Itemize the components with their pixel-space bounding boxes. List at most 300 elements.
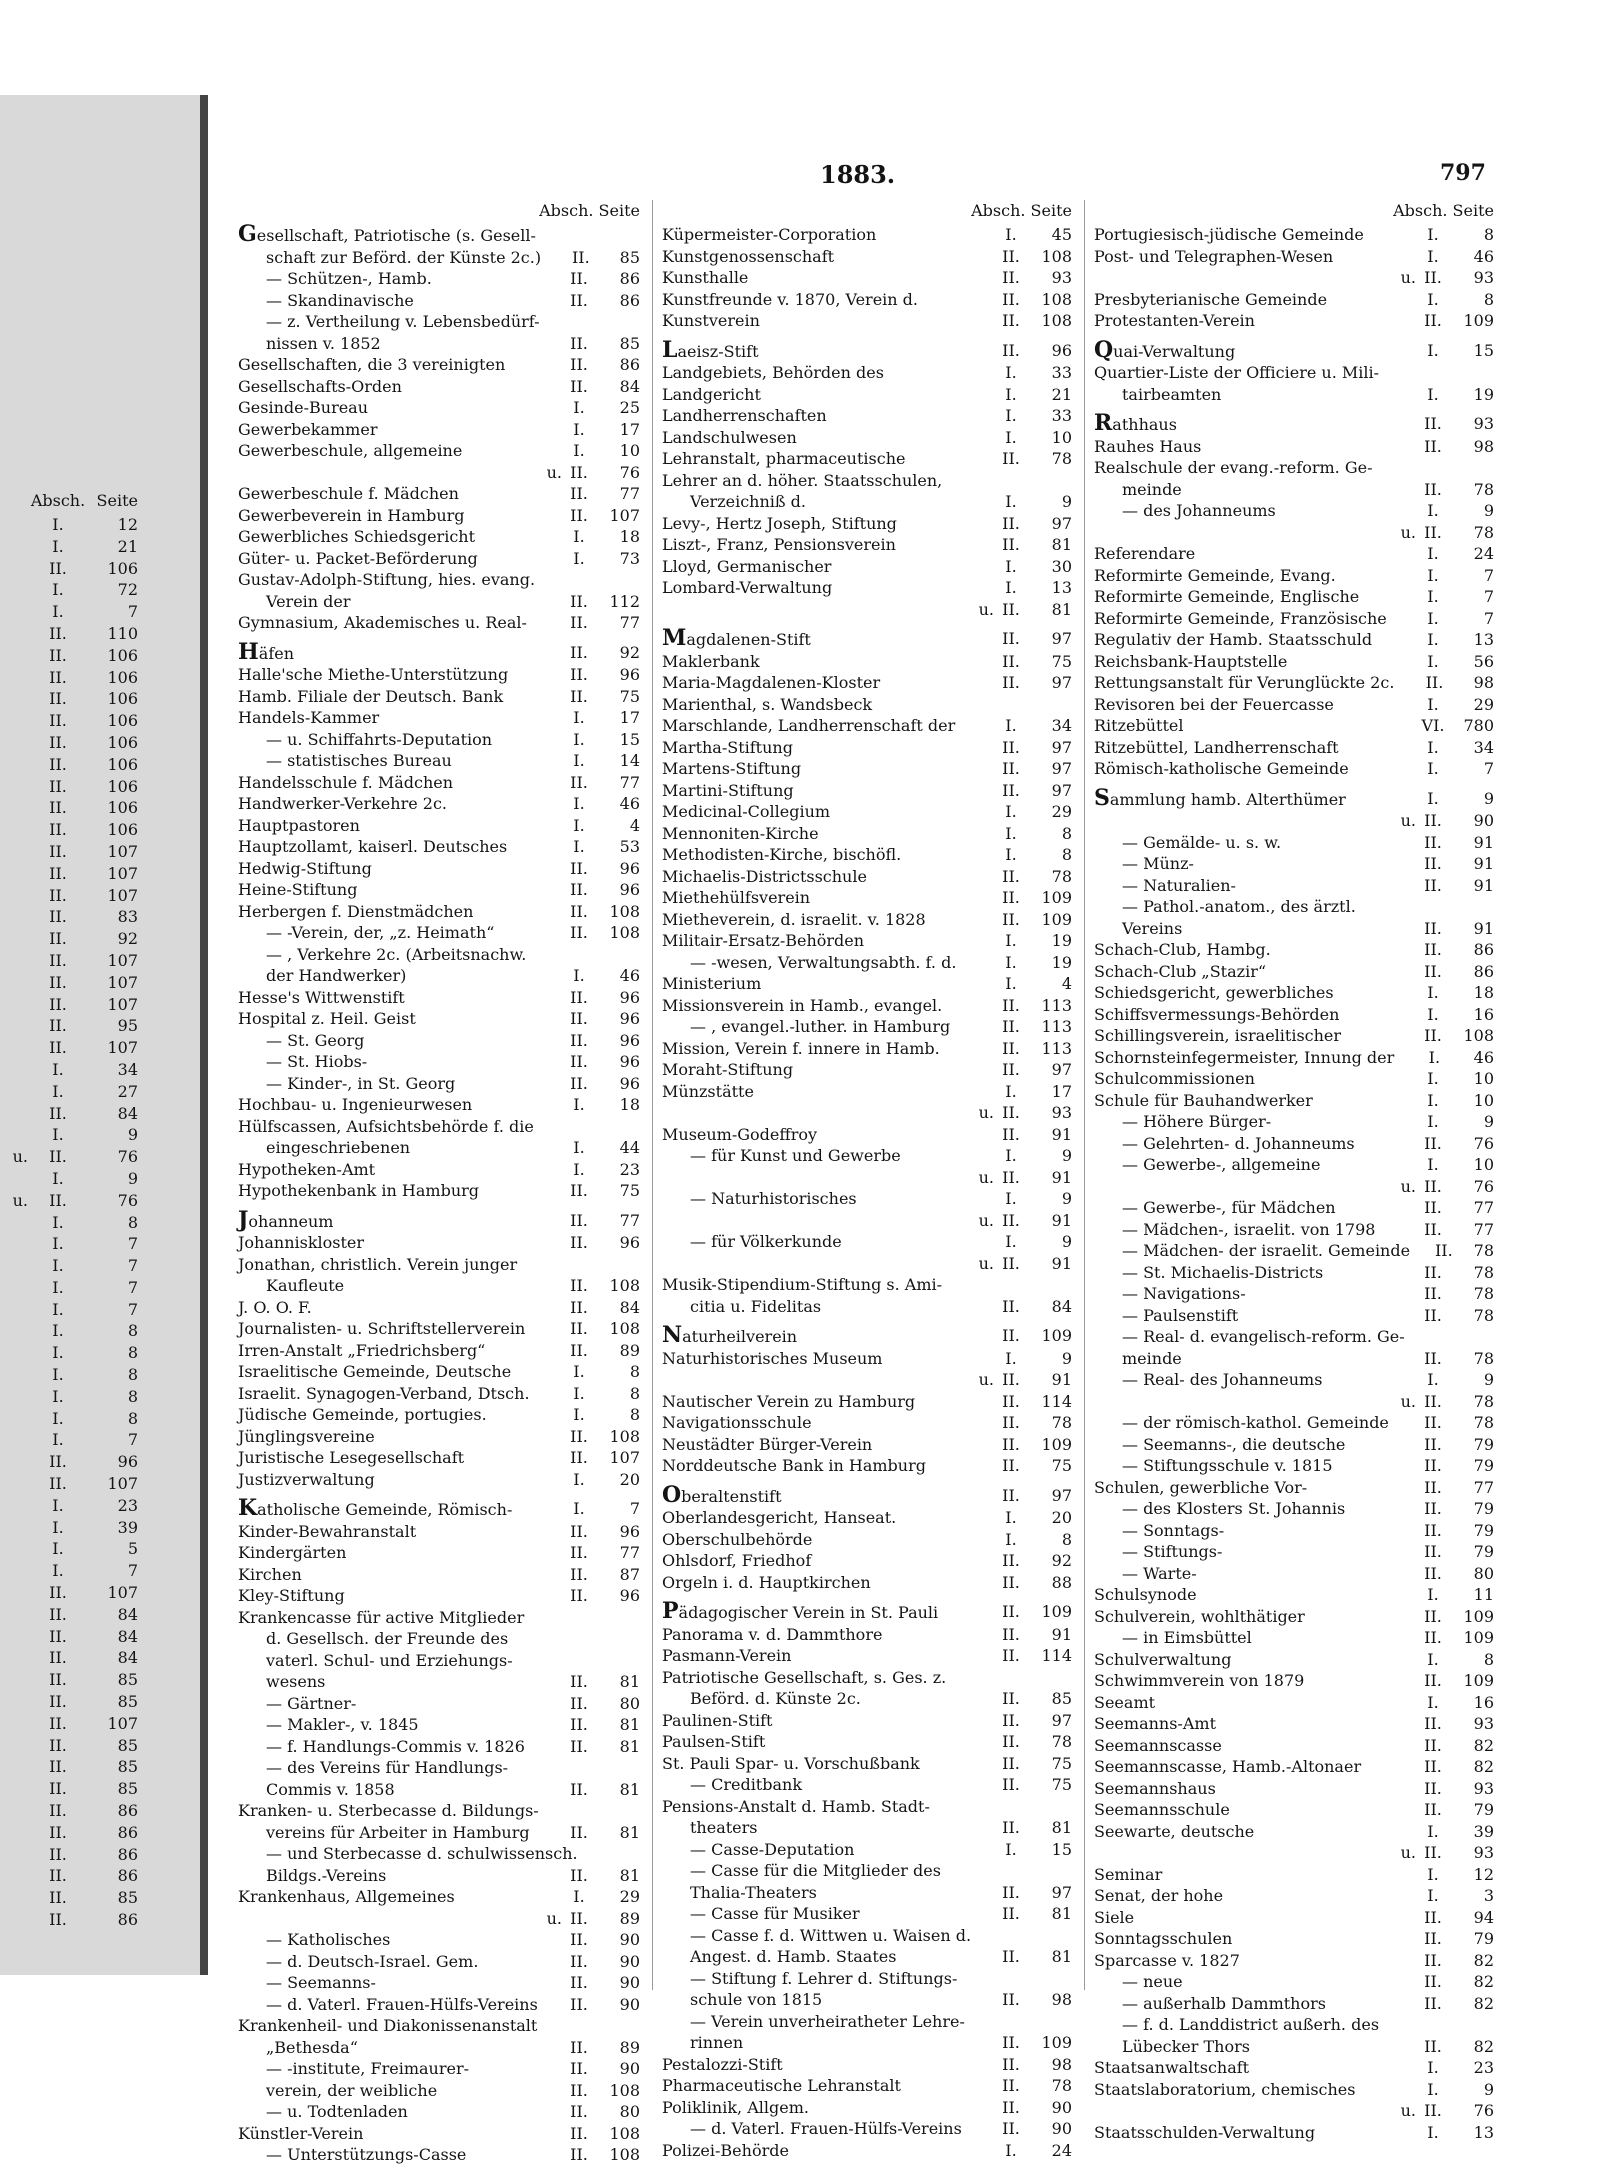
facing-page-entry — [0, 1124, 180, 1146]
entry-page: 9 — [1483, 501, 1494, 520]
entry-section: I. — [1427, 1649, 1439, 1669]
facing-page-entry — [0, 1037, 180, 1059]
entry-section: II. — [570, 858, 588, 878]
entry-name: — Sonntags- — [1122, 1520, 1225, 1540]
entry-continuation — [0, 1364, 28, 1386]
index-entry — [1094, 1649, 1494, 1671]
index-entry — [1094, 982, 1494, 1004]
entry-page: 76 — [117, 1147, 138, 1167]
index-entry — [238, 2037, 640, 2059]
entry-page: 108 — [609, 1276, 640, 1295]
entry-page: 24 — [1051, 2140, 1072, 2160]
entry-page: 7 — [1483, 565, 1494, 585]
entry-section: II. — [1002, 737, 1020, 757]
entry-name: verein, der weibliche — [266, 2080, 438, 2100]
entry-name: — -institute, Freimaurer- — [266, 2059, 469, 2078]
entry-section: I. — [1005, 1839, 1017, 1859]
entry-section: II. — [1424, 1606, 1442, 1626]
entry-name: Handels-Kammer — [238, 708, 380, 727]
entry-section: II. — [49, 1103, 67, 1123]
entry-section: II. — [570, 2037, 588, 2057]
entry-name: Jünglingsvereine — [238, 1426, 375, 1446]
entry-section: II. — [49, 1910, 67, 1929]
index-entry — [1094, 1455, 1494, 1477]
index-entry — [1094, 1950, 1494, 1972]
entry-page: 29 — [1473, 694, 1494, 714]
entry-name: — Real- d. evangelisch-reform. Ge- — [1122, 1327, 1405, 1346]
index-entry — [1094, 246, 1494, 268]
entry-name: Kindergärten — [238, 1543, 347, 1562]
entry-name: Seemannshaus — [1094, 1778, 1216, 1798]
entry-name: Reformirte Gemeinde, Englische — [1094, 587, 1360, 606]
entry-section: II. — [1424, 436, 1442, 456]
entry-page: 96 — [619, 880, 640, 899]
index-column-3 — [1094, 200, 1494, 2143]
index-entry — [662, 758, 1072, 780]
entry-name: Quartier-Liste der Officiere u. Mili- — [1094, 363, 1380, 382]
index-entry — [1094, 1025, 1494, 1047]
entry-page: 16 — [1473, 1004, 1494, 1024]
index-entry — [238, 2144, 640, 2166]
entry-section: II. — [570, 2123, 588, 2143]
entry-name: — Pathol.-anatom., des ärztl. — [1122, 897, 1356, 916]
entry-page: 108 — [609, 2123, 640, 2143]
facing-page-entry — [0, 1429, 180, 1451]
entry-continuation — [0, 994, 28, 1016]
entry-continuation — [0, 1168, 28, 1190]
entry-section: II. — [570, 290, 588, 310]
entry-section: I. — [1427, 1155, 1439, 1174]
entry-page: 93 — [1473, 414, 1494, 433]
entry-page: 75 — [1051, 1456, 1072, 1475]
index-entry — [1094, 1799, 1494, 1821]
entry-page: 98 — [1473, 436, 1494, 456]
entry-name: — Warte- — [1122, 1563, 1197, 1583]
entry-page: 87 — [619, 1564, 640, 1584]
entry-name: Küpermeister-Corporation — [662, 225, 877, 244]
entry-page: 81 — [1051, 599, 1072, 619]
entry-section: I. — [573, 1887, 585, 1906]
index-entry — [662, 651, 1072, 673]
index-entry — [662, 1688, 1072, 1710]
entry-name: J. O. O. F. — [238, 1297, 312, 1317]
entry-name: Justizverwaltung — [238, 1469, 375, 1489]
entry-name: — Verein unverheiratheter Lehre- — [690, 2011, 965, 2031]
entry-section: I. — [1427, 225, 1439, 244]
entry-continuation: u. — [1400, 268, 1416, 287]
entry-section: II. — [1002, 1753, 1020, 1773]
entry-name: Gewerbliches Schiedsgericht — [238, 527, 476, 546]
entry-page: 97 — [1051, 1060, 1072, 1079]
entry-name: tairbeamten — [1122, 384, 1222, 404]
facing-page-entry — [0, 1865, 180, 1887]
entry-page: 109 — [1041, 1434, 1072, 1454]
entry-page: 18 — [619, 527, 640, 546]
entry-name: Post- und Telegraphen-Wesen — [1094, 246, 1334, 266]
entry-name: Orgeln i. d. Hauptkirchen — [662, 1572, 871, 1592]
entry-page: 7 — [1483, 759, 1494, 778]
index-entry — [238, 1073, 640, 1095]
entry-page: 106 — [107, 820, 138, 840]
entry-name: — der römisch-kathol. Gemeinde — [1122, 1413, 1389, 1432]
entry-continuation — [0, 1103, 28, 1125]
entry-name: Schillingsverein, israelitischer — [1094, 1026, 1342, 1045]
entry-page: 96 — [619, 1233, 640, 1252]
index-entry — [238, 526, 640, 548]
entry-name: — Casse-Deputation — [690, 1839, 855, 1859]
entry-section: II. — [570, 1426, 588, 1446]
facing-page-entry — [0, 1887, 180, 1909]
entry-page: 108 — [1041, 289, 1072, 309]
entry-continuation — [0, 1342, 28, 1364]
index-entry — [238, 569, 640, 591]
entry-page: 82 — [1473, 1972, 1494, 1991]
entry-section: II. — [1424, 268, 1442, 287]
entry-page: 4 — [1061, 974, 1072, 993]
entry-section: II. — [1424, 1800, 1442, 1819]
index-entry — [1094, 1090, 1494, 1112]
entry-name: Landherrenschaften — [662, 406, 827, 425]
index-entry — [238, 1671, 640, 1693]
index-entry — [662, 1253, 1072, 1275]
facing-page-entry — [0, 1844, 180, 1866]
index-entry — [1094, 1219, 1494, 1241]
entry-page: 107 — [107, 885, 138, 905]
entry-page: 82 — [1473, 1735, 1494, 1755]
index-entry — [1094, 336, 1494, 363]
entry-page: 84 — [117, 1604, 138, 1624]
entry-name: Maklerbank — [662, 651, 760, 671]
entry-section: I. — [1427, 1692, 1439, 1712]
entry-name: Hochbau- u. Ingenieurwesen — [238, 1095, 473, 1114]
entry-page: 114 — [1041, 1391, 1072, 1411]
facing-page-entry — [0, 1560, 180, 1582]
entry-section: II. — [1002, 1103, 1020, 1122]
entry-page: 34 — [1051, 716, 1072, 735]
entry-section: II. — [49, 1670, 67, 1690]
entry-section: I. — [52, 536, 64, 556]
entry-name: Miethehülfsverein — [662, 888, 811, 907]
entry-section: II. — [1424, 1907, 1442, 1927]
facing-page-entry — [0, 1495, 180, 1517]
entry-section: II. — [570, 1297, 588, 1317]
facing-page-entry — [0, 1713, 180, 1735]
entry-name: — Gewerbe-, für Mädchen — [1122, 1198, 1336, 1217]
entry-name: meinde — [1122, 479, 1182, 499]
index-entry — [662, 246, 1072, 268]
index-entry — [1094, 1778, 1494, 1800]
entry-section: II. — [1424, 1176, 1442, 1196]
entry-name: Kley-Stiftung — [238, 1586, 345, 1605]
entry-section: I. — [1427, 694, 1439, 714]
entry-name: Sammlung hamb. Alterthümer — [1094, 784, 1346, 811]
entry-page: 106 — [107, 754, 138, 774]
index-entry — [1094, 1993, 1494, 2015]
entry-page: 95 — [117, 1016, 138, 1036]
entry-page: 107 — [107, 972, 138, 992]
entry-page: 96 — [619, 665, 640, 684]
entry-page: 8 — [127, 1386, 138, 1406]
entry-section: II. — [570, 1009, 588, 1028]
entry-name: — d. Vaterl. Frauen-Hülfs-Vereins — [690, 2119, 962, 2138]
entry-name: Regulativ der Hamb. Staatsschuld — [1094, 630, 1373, 649]
entry-name: — für Völkerkunde — [690, 1232, 842, 1251]
entry-name: Missionsverein in Hamb., evangel. — [662, 995, 943, 1015]
index-entry — [662, 1968, 1072, 1990]
entry-page: 108 — [1041, 311, 1072, 330]
abschnitt-header: Absch. — [30, 491, 86, 510]
entry-page: 8 — [629, 1383, 640, 1403]
entry-name: Marschlande, Landherrenschaft der — [662, 716, 956, 735]
entry-section: I. — [1427, 587, 1439, 606]
entry-name: Johanneum — [238, 1206, 334, 1233]
entry-page: 14 — [619, 751, 640, 770]
index-entry — [1094, 1670, 1494, 1692]
index-entry — [238, 1094, 640, 1116]
entry-name: — , Verkehre 2c. (Arbeitsnachw. — [266, 944, 527, 964]
entry-section: II. — [1002, 1017, 1020, 1036]
entry-continuation: u. — [1400, 522, 1416, 542]
entry-page: 10 — [1473, 1069, 1494, 1088]
entry-name: Rathhaus — [1094, 410, 1177, 436]
entry-section: II. — [1002, 1370, 1020, 1389]
entry-section: II. — [570, 642, 588, 662]
entry-page: 109 — [1463, 1606, 1494, 1626]
entry-name: Navigationsschule — [662, 1413, 812, 1432]
entry-name: Israelit. Synagogen-Verband, Dtsch. — [238, 1383, 530, 1403]
entry-name: Naturheilverein — [662, 1322, 798, 1348]
entry-page: 76 — [1473, 2101, 1494, 2120]
entry-continuation: u. — [1400, 811, 1416, 830]
entry-page: 85 — [117, 1670, 138, 1690]
entry-name: — St. Georg — [266, 1030, 365, 1050]
entry-page: 86 — [619, 290, 640, 310]
index-entry — [662, 930, 1072, 952]
entry-page: 80 — [1473, 1563, 1494, 1583]
index-entry — [1094, 608, 1494, 630]
entry-section: I. — [52, 1495, 64, 1515]
entry-page: 84 — [1051, 1296, 1072, 1316]
entry-name: — Creditbank — [690, 1775, 803, 1794]
entry-page: 8 — [1483, 225, 1494, 244]
entry-name: Kunstverein — [662, 311, 760, 330]
entry-section: I. — [573, 1095, 585, 1114]
entry-name: citia u. Fidelitas — [690, 1296, 822, 1316]
facing-page-col-header — [0, 490, 180, 514]
entry-section: I. — [1427, 1370, 1439, 1389]
entry-section: II. — [1002, 1689, 1020, 1708]
index-entry — [1094, 1391, 1494, 1413]
entry-continuation: u. — [546, 462, 562, 482]
entry-section: I. — [1427, 544, 1439, 563]
entry-page: 109 — [1463, 311, 1494, 330]
index-entry — [662, 1507, 1072, 1529]
entry-name: Lehranstalt, pharmaceutische — [662, 449, 906, 468]
entry-page: 106 — [107, 732, 138, 752]
entry-name: Johanniskloster — [238, 1233, 365, 1252]
entry-section: II. — [1424, 875, 1442, 895]
entry-section: I. — [52, 602, 64, 622]
entry-continuation — [0, 972, 28, 994]
entry-name: Reichsbank-Hauptstelle — [1094, 651, 1288, 671]
entry-page: 17 — [619, 419, 640, 439]
entry-section: I. — [1427, 608, 1439, 628]
entry-page: 90 — [619, 1951, 640, 1971]
index-entry — [1094, 1412, 1494, 1434]
entry-name: vaterl. Schul- und Erziehungs- — [266, 1650, 513, 1670]
entry-name: — Gärtner- — [266, 1693, 357, 1713]
entry-page: 53 — [619, 837, 640, 856]
index-entry — [1094, 479, 1494, 501]
entry-section: II. — [49, 950, 67, 970]
index-entry — [1094, 2100, 1494, 2122]
entry-name: — z. Vertheilung v. Lebensbedürf- — [266, 312, 540, 331]
entry-section: I. — [573, 1499, 585, 1518]
entry-continuation — [0, 1495, 28, 1517]
index-entry — [238, 247, 640, 269]
facing-page-entry — [0, 972, 180, 994]
entry-continuation — [0, 797, 28, 819]
entry-page: 107 — [107, 863, 138, 883]
entry-name: Moraht-Stiftung — [662, 1060, 794, 1079]
index-entry — [1094, 410, 1494, 436]
entry-page: 112 — [609, 591, 640, 611]
entry-section: II. — [570, 1340, 588, 1360]
entry-page: 8 — [127, 1365, 138, 1385]
index-entry — [238, 462, 640, 484]
entry-name: Seemannsschule — [1094, 1800, 1230, 1819]
entry-name: Protestanten-Verein — [1094, 311, 1255, 330]
entry-section: II. — [1424, 940, 1442, 959]
entry-section: II. — [1424, 1972, 1442, 1991]
entry-name: Martens-Stiftung — [662, 759, 802, 778]
entry-page: 76 — [117, 1190, 138, 1210]
entry-page: 96 — [117, 1452, 138, 1472]
entry-name: Pädagogischer Verein in St. Pauli — [662, 1598, 939, 1624]
entry-name: Münzstätte — [662, 1081, 754, 1101]
index-column-2 — [662, 200, 1072, 2161]
entry-section: II. — [1424, 2101, 1442, 2120]
facing-page-entry — [0, 1277, 180, 1299]
index-entry — [1094, 1907, 1494, 1929]
entry-page: 29 — [619, 1887, 640, 1906]
entry-section: I. — [573, 1469, 585, 1489]
entry-name: — Paulsenstift — [1122, 1305, 1239, 1325]
entry-name: Levy-, Hertz Joseph, Stiftung — [662, 513, 897, 533]
entry-section: II. — [1002, 1602, 1020, 1621]
entry-page: 85 — [619, 333, 640, 353]
entry-section: II. — [570, 2102, 588, 2121]
entry-continuation — [0, 1778, 28, 1800]
entry-page: 107 — [107, 1583, 138, 1603]
index-entry — [238, 2101, 640, 2123]
entry-name: Irren-Anstalt „Friedrichsberg“ — [238, 1340, 486, 1360]
entry-section: II. — [49, 1779, 67, 1799]
entry-section: II. — [49, 1844, 67, 1864]
entry-section: II. — [570, 2080, 588, 2100]
entry-name: — Kinder-, in St. Georg — [266, 1073, 456, 1093]
entry-name: Gewerbeschule f. Mädchen — [238, 484, 459, 503]
entry-section: I. — [573, 1159, 585, 1179]
entry-section: II. — [1002, 1456, 1020, 1475]
facing-page-entry — [0, 885, 180, 907]
facing-page-entry — [0, 841, 180, 863]
entry-section: II. — [1002, 1296, 1020, 1316]
entry-section: I. — [573, 419, 585, 439]
entry-page: 79 — [1473, 1499, 1494, 1518]
index-entry — [238, 1495, 640, 1521]
entry-section: I. — [1427, 501, 1439, 520]
entry-page: 78 — [1051, 1413, 1072, 1432]
facing-page-entry — [0, 1582, 180, 1604]
entry-page: 10 — [1051, 427, 1072, 447]
entry-section: I. — [1005, 363, 1017, 382]
entry-section: II. — [1002, 1904, 1020, 1923]
entry-page: 7 — [127, 1234, 138, 1254]
entry-name: d. Gesellsch. der Freunde des — [266, 1629, 509, 1648]
entry-section: II. — [570, 505, 588, 525]
entry-section: II. — [570, 686, 588, 706]
entry-name: — außerhalb Dammthors — [1122, 1993, 1326, 2013]
index-entry — [1094, 1111, 1494, 1133]
facing-page-entry — [0, 1691, 180, 1713]
entry-page: 84 — [117, 1626, 138, 1646]
entry-name: Ohlsdorf, Friedhof — [662, 1551, 812, 1570]
index-entry — [1094, 1756, 1494, 1778]
facing-page-entry — [0, 1909, 180, 1931]
index-entry — [1094, 2122, 1494, 2144]
entry-section: II. — [570, 987, 588, 1007]
entry-name: Gesellschafts-Orden — [238, 376, 402, 396]
index-entry — [662, 625, 1072, 651]
index-entry — [238, 2058, 640, 2080]
entry-name: Ritzebüttel — [1094, 716, 1184, 735]
entry-name: — f. Handlungs-Commis v. 1826 — [266, 1736, 525, 1756]
entry-section: II. — [570, 1521, 588, 1541]
entry-section: II. — [49, 907, 67, 927]
index-entry — [238, 1051, 640, 1073]
entry-name: — -wesen, Verwaltungsabth. f. d. — [690, 952, 957, 972]
entry-name: Thalia-Theaters — [690, 1882, 817, 1902]
index-entry — [662, 1412, 1072, 1434]
index-entry — [1094, 1154, 1494, 1176]
index-entry — [1094, 1326, 1494, 1348]
entry-page: 9 — [1061, 1348, 1072, 1368]
entry-section: I. — [52, 1430, 64, 1450]
entry-name: — Stiftungsschule v. 1815 — [1122, 1456, 1333, 1475]
entry-name: Reformirte Gemeinde, Evang. — [1094, 565, 1336, 585]
entry-page: 86 — [1473, 961, 1494, 981]
entry-continuation: u. — [978, 1167, 994, 1187]
entry-name: Quai-Verwaltung — [1094, 336, 1236, 363]
entry-section: II. — [1002, 1882, 1020, 1902]
entry-page: 19 — [1051, 952, 1072, 972]
entry-page: 108 — [609, 923, 640, 942]
entry-section: I. — [1427, 983, 1439, 1002]
entry-name: Referendare — [1094, 544, 1196, 563]
entry-section: II. — [570, 880, 588, 899]
entry-section: II. — [49, 1822, 67, 1842]
index-entry — [1094, 875, 1494, 897]
entry-page: 23 — [1473, 2058, 1494, 2077]
index-entry — [662, 1550, 1072, 1572]
entry-name: Martini-Stiftung — [662, 780, 794, 800]
index-entry — [238, 1297, 640, 1319]
entry-name: Mennoniten-Kirche — [662, 823, 819, 843]
entry-page: 106 — [107, 667, 138, 687]
entry-page: 78 — [1473, 1262, 1494, 1282]
entry-page: 9 — [1061, 1232, 1072, 1251]
